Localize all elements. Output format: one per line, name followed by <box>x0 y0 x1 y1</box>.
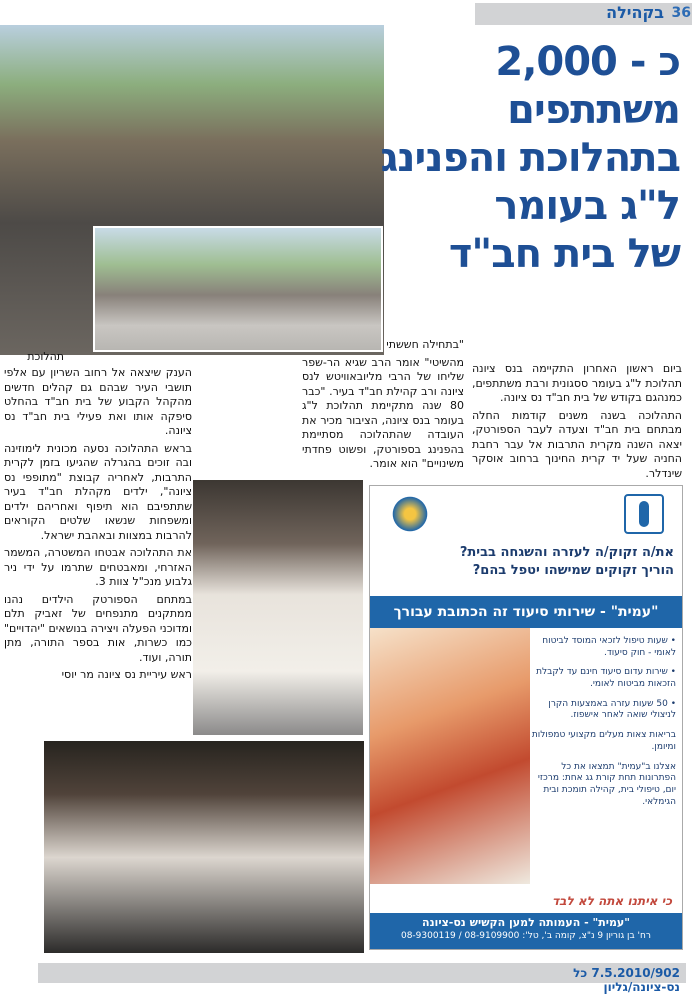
paragraph: ביום ראשון האחרון התקיימה בנס ציונה תהלוכת ל"ג בעומר ססגונית ורבת משתתפים, כמנהגם בקודש של בית חב"ד נס ציונה. <box>472 362 682 405</box>
ad-footer-title: "עמית" - העמותה למען הקשיש נס-ציונה <box>422 916 630 929</box>
issue-label: 7.5.2010/902 כל נס-ציונה/גליון <box>573 966 680 994</box>
headline-line: משתתפים <box>507 87 680 133</box>
ad-service-item: • שירות עדום סיעוד חינם עד לקבלת הזכאות מביטוח לאומי. <box>536 667 676 690</box>
paragraph: "בתחילה חששתי <box>386 338 464 351</box>
column-continuation-word: תהלוכת <box>27 350 64 363</box>
ad-banner: "עמית" - שירותי סיעוד זה הכתובת עבורך <box>370 596 682 628</box>
ad-tagline: כי איתנו אתה לא לבד <box>552 894 672 908</box>
paragraph: ראש עיריית נס ציונה מר יוסי <box>61 668 192 682</box>
grandmother-baby-photo <box>193 480 363 735</box>
article-column-middle <box>302 338 464 475</box>
paragraph: מהשיטי" אומר הרב שגיא הר-שפר שליחו של הרבי מליובאוויטש לנס ציונה ורב קהילת חב"ד בעיר. "כבר 80 שנה מתקיימת תהלוכת ל"ג בעומר בנס ציונה, הציבור מכיר את העובדה שהתהלוכה מסתיימת בהפנינג בספורטק, ופשוט פחדתי משינויים" הוא אומר. <box>302 355 464 471</box>
article-column-right <box>472 362 682 484</box>
paragraph: בראש התהלוכה נסעה מכונית לימוזינה ובה זוכים בהגרלה שהגיעו בזמן לקרית התרבות, לאחריה קבוצת "מתופפי נס ציונה", ילדים מקהלת חב"ד בעיר שתתפיבם הוא תיפוף ואחריהם ילדים ומשפחות שנשאו שלטים הקוראים להרבות במצוות ובאהבת ישראל. <box>4 441 192 542</box>
section-label: בקהילה <box>606 3 664 22</box>
paragraph: את התהלוכה אבטחו המשטרה, המשמר האזרחי, ומאבטחים שתרמו על ידי ניר גלבוע מנכ"ל צוות 3. <box>4 546 192 589</box>
amit-advertisement <box>369 485 683 950</box>
headline-line: בתהלוכת והפנינג <box>380 135 680 181</box>
article-column-left <box>4 366 192 686</box>
paragraph: התהלוכה בשנה משנים קודמות החלה מבתחם בית חב"ד וצעדה לעבר הספורטק, יצאה השנה מקרית התרבות אל עבר רחבת החניה שעל יד קרית החינוך ברחוב אוסקר שינדלר. <box>472 408 682 480</box>
ad-service-item: בריאות צאות מעלים מקצועי טמפולות ומיומן. <box>531 730 676 752</box>
paragraph: במתחם הספורטק הילדים נהנו ממתקנים מתנפחים של זאביק תלם ומדוכני הפעלה ויצירה בנושאים "יהדויים" כמו כשרות, אות בספר התורה, מתן תורה, ועוד. <box>3 592 192 664</box>
ad-women-photo <box>370 628 530 884</box>
amit-logo <box>624 494 664 534</box>
ad-service-list <box>526 636 676 816</box>
ad-badge-logo <box>390 494 430 534</box>
paragraph: הענק שיצאה אל רחוב השריון עם אלפי תושבי העיר שבהם גם קהלים חדשים מהקהל הקבוע של בית חב"ד בהחלט סיפקה אותו ואת פעילי בית חב"ד נס ציונה. <box>4 366 192 438</box>
headline-line: של בית חב"ד <box>448 231 680 277</box>
ad-question <box>376 544 674 579</box>
girls-cotton-candy-photo <box>44 741 364 953</box>
limousine-inset-photo <box>93 226 383 352</box>
article-headline <box>380 38 680 278</box>
ad-footer-address: רח' בן גוריון 9 נ"צ, קומה ב', טל': 08-9109900 / 08-9300119 <box>400 931 651 941</box>
ad-footer <box>370 913 682 949</box>
ad-service-item: • שעות טיפול לזכאי המוסד לביטוח לאומי - חוק סיעוד. <box>542 636 676 658</box>
page-number: 36 <box>671 5 691 21</box>
ad-question-line: את/ה זקוק/ה לעזרה והשגחה בבית? <box>459 545 674 560</box>
ad-question-line: הוריך זקוקים שמישהו יטפל בהם? <box>472 562 674 578</box>
ad-service-item: אצלנו ב"עמית" תמצאו את כל הפתרונות תחת קורת גג אחת: מרכזי יום, טיפולי בית, קהילה תומכת ובית הגימלאי. <box>537 761 676 807</box>
headline-line: ל"ג בעומר <box>494 183 680 229</box>
ad-service-item: • 50 שעות עזרה באמצעות הקרן לניצולי שואה לאחר אישפוז. <box>548 698 676 721</box>
headline-line: כ - 2,000 <box>495 39 680 85</box>
